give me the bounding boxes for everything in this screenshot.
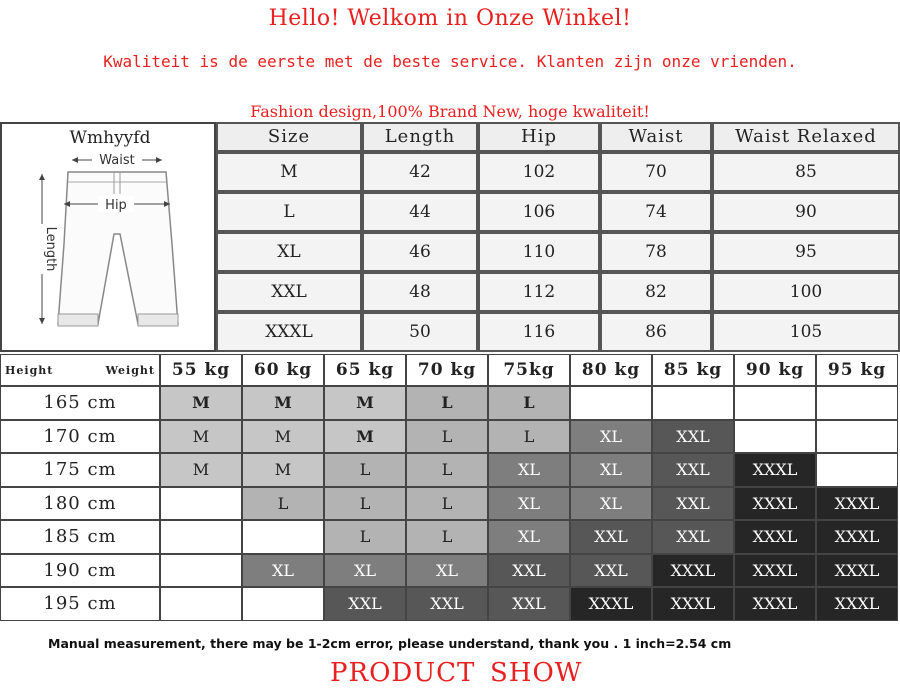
- size-table-cell: 74: [600, 192, 712, 232]
- weight-header: 80 kg: [570, 354, 652, 386]
- weight-header: 55 kg: [160, 354, 242, 386]
- size-cell: XXL: [324, 587, 406, 621]
- corner-height-label: Height: [5, 363, 54, 377]
- size-cell: XL: [242, 554, 324, 588]
- corner-weight-label: Weight: [105, 363, 155, 377]
- size-cell: [816, 453, 898, 487]
- size-cell: [242, 520, 324, 554]
- welcome-subtitle: Kwaliteit is de eerste met de beste service. Klanten zijn onze vrienden.: [103, 52, 797, 71]
- height-row-label: 190 cm: [0, 554, 160, 588]
- size-cell: XL: [570, 453, 652, 487]
- size-cell: XL: [324, 554, 406, 588]
- size-cell: XXL: [652, 420, 734, 454]
- size-cell: XXXL: [816, 520, 898, 554]
- pants-diagram: [0, 122, 216, 352]
- size-cell: L: [406, 386, 488, 420]
- size-cell: XXXL: [816, 554, 898, 588]
- size-cell: L: [406, 520, 488, 554]
- waist-label: Waist: [99, 153, 135, 168]
- size-cell: XXL: [488, 554, 570, 588]
- brand-name: Wmhyyfd: [69, 128, 151, 148]
- show-label: SHOW: [490, 658, 583, 688]
- size-cell: [160, 520, 242, 554]
- size-cell: L: [324, 453, 406, 487]
- size-table-cell: 85: [712, 152, 900, 192]
- weight-header: 75kg: [488, 354, 570, 386]
- size-cell: XXXL: [734, 453, 816, 487]
- size-table-cell: 70: [600, 152, 712, 192]
- size-cell: XXXL: [652, 554, 734, 588]
- size-cell: XXL: [652, 520, 734, 554]
- size-cell: L: [406, 453, 488, 487]
- height-row-label: 170 cm: [0, 420, 160, 454]
- height-row-label: 175 cm: [0, 453, 160, 487]
- hip-label: Hip: [105, 198, 127, 213]
- size-table-cell: 44: [362, 192, 478, 232]
- size-cell: XXL: [652, 453, 734, 487]
- size-table-cell: 86: [600, 312, 712, 352]
- size-cell: XXXL: [734, 554, 816, 588]
- welcome-title: Hello! Welkom in Onze Winkel!: [268, 6, 632, 31]
- size-cell: XXL: [570, 520, 652, 554]
- length-label: Length: [43, 226, 58, 272]
- size-table-cell: L: [216, 192, 362, 232]
- size-cell: XL: [488, 487, 570, 521]
- size-cell: L: [406, 420, 488, 454]
- size-cell: XXXL: [652, 587, 734, 621]
- size-cell: L: [488, 420, 570, 454]
- size-col-header: Waist Relaxed: [712, 122, 900, 152]
- size-cell: XXXL: [734, 520, 816, 554]
- size-cell: M: [242, 420, 324, 454]
- height-row-label: 185 cm: [0, 520, 160, 554]
- height-row-label: 180 cm: [0, 487, 160, 521]
- weight-header: 70 kg: [406, 354, 488, 386]
- size-cell: XL: [488, 453, 570, 487]
- size-cell: L: [242, 487, 324, 521]
- size-recommendation-chart: [0, 354, 900, 624]
- pants-icon: [2, 124, 218, 354]
- size-table-cell: 48: [362, 272, 478, 312]
- size-cell: XL: [570, 487, 652, 521]
- size-cell: XXL: [488, 587, 570, 621]
- size-table-cell: XXL: [216, 272, 362, 312]
- size-cell: XXL: [652, 487, 734, 521]
- size-cell: XXXL: [570, 587, 652, 621]
- size-cell: XXXL: [816, 487, 898, 521]
- size-table-cell: 116: [478, 312, 600, 352]
- size-cell: [160, 487, 242, 521]
- size-cell: [734, 420, 816, 454]
- size-col-header: Size: [216, 122, 362, 152]
- size-table-cell: 46: [362, 232, 478, 272]
- size-cell: XL: [570, 420, 652, 454]
- weight-header: 90 kg: [734, 354, 816, 386]
- size-table-cell: 50: [362, 312, 478, 352]
- size-cell: L: [488, 386, 570, 420]
- size-cell: L: [324, 487, 406, 521]
- size-cell: XXXL: [734, 487, 816, 521]
- fashion-line: Fashion design,100% Brand New, hoge kwaliteit!: [250, 102, 650, 121]
- weight-header: 85 kg: [652, 354, 734, 386]
- weight-header: 65 kg: [324, 354, 406, 386]
- size-cell: M: [242, 453, 324, 487]
- height-row-label: 165 cm: [0, 386, 160, 420]
- size-table-cell: 105: [712, 312, 900, 352]
- size-cell: L: [324, 520, 406, 554]
- size-table-cell: 82: [600, 272, 712, 312]
- size-cell: XXXL: [816, 587, 898, 621]
- size-cell: [160, 554, 242, 588]
- size-grid: [216, 122, 900, 352]
- weight-header: 95 kg: [816, 354, 898, 386]
- size-col-header: Hip: [478, 122, 600, 152]
- size-col-header: Length: [362, 122, 478, 152]
- size-table-cell: 42: [362, 152, 478, 192]
- size-table-cell: 110: [478, 232, 600, 272]
- size-cell: XXXL: [734, 587, 816, 621]
- size-table-cell: 100: [712, 272, 900, 312]
- size-cell: XL: [406, 554, 488, 588]
- size-table-cell: 90: [712, 192, 900, 232]
- size-cell: M: [160, 386, 242, 420]
- product-label: PRODUCT: [330, 658, 476, 688]
- size-table-cell: 112: [478, 272, 600, 312]
- size-table-cell: M: [216, 152, 362, 192]
- size-table-cell: 78: [600, 232, 712, 272]
- height-row-label: 195 cm: [0, 587, 160, 621]
- size-col-header: Waist: [600, 122, 712, 152]
- size-cell: M: [242, 386, 324, 420]
- size-cell: [242, 587, 324, 621]
- size-table-cell: XL: [216, 232, 362, 272]
- size-cell: [160, 587, 242, 621]
- size-cell: M: [160, 420, 242, 454]
- size-cell: [816, 386, 898, 420]
- size-cell: XXL: [570, 554, 652, 588]
- size-cell: L: [406, 487, 488, 521]
- size-cell: XXL: [406, 587, 488, 621]
- size-table-cell: 102: [478, 152, 600, 192]
- size-cell: [652, 386, 734, 420]
- size-cell: M: [160, 453, 242, 487]
- size-cell: XL: [488, 520, 570, 554]
- size-table: [0, 122, 900, 352]
- chart-corner: [0, 354, 160, 386]
- size-cell: [734, 386, 816, 420]
- size-table-cell: 95: [712, 232, 900, 272]
- weight-header: 60 kg: [242, 354, 324, 386]
- size-cell: [816, 420, 898, 454]
- size-table-cell: XXXL: [216, 312, 362, 352]
- size-cell: M: [324, 386, 406, 420]
- size-table-cell: 106: [478, 192, 600, 232]
- measurement-note: Manual measurement, there may be 1-2cm error, please understand, thank you . 1 inch=2.54 cm: [48, 636, 732, 651]
- size-cell: [570, 386, 652, 420]
- size-cell: M: [324, 420, 406, 454]
